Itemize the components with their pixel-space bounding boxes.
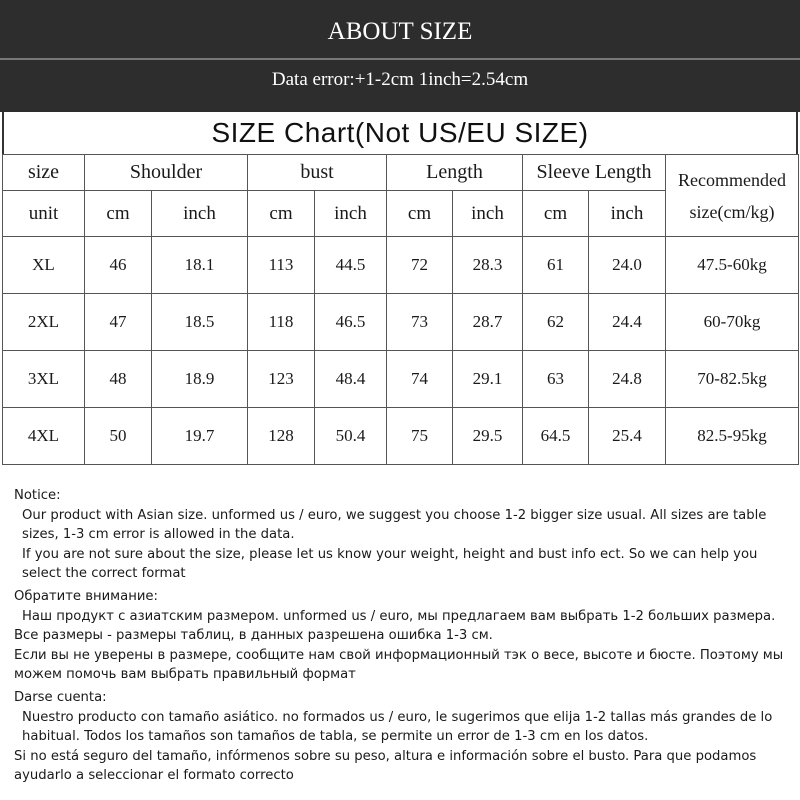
unit-cm: cm: [248, 191, 315, 237]
notice-paragraph-en: If you are not sure about the size, please let us know your weight, height and bust info ect. So we can help you select the correct format: [22, 546, 758, 582]
cell-bust-cm: 113: [248, 237, 315, 294]
header-divider: [0, 58, 800, 60]
table-header-row: [3, 155, 799, 191]
cell-sleeve-inch: 24.0: [589, 237, 666, 294]
cell-shoulder-inch: 18.5: [152, 294, 248, 351]
header-bust: bust: [248, 155, 387, 191]
header-title: ABOUT SIZE: [327, 18, 473, 45]
cell-bust-inch: 44.5: [315, 237, 387, 294]
size-chart: [2, 112, 798, 468]
cell-length-inch: 28.7: [453, 294, 523, 351]
cell-bust-cm: 118: [248, 294, 315, 351]
header-sleeve-length: Sleeve Length: [523, 155, 666, 191]
header-length: Length: [387, 155, 523, 191]
cell-length-cm: 74: [387, 351, 453, 408]
cell-length-cm: 72: [387, 237, 453, 294]
cell-length-inch: 29.5: [453, 408, 523, 465]
table-row: [3, 408, 799, 465]
cell-recommended: 60-70kg: [666, 294, 799, 351]
cell-sleeve-cm: 61: [523, 237, 589, 294]
cell-size: 4XL: [3, 408, 85, 465]
table-row: [3, 351, 799, 408]
notice-paragraph-es: Nuestro producto con tamaño asiático. no formados us / euro, le sugerimos que elija 1-2 tallas más grandes de lo habitual. Todos los tamaños son tamaños de tabla, se permite un error de 1-3 cm en los datos.: [22, 709, 773, 745]
cell-sleeve-inch: 24.4: [589, 294, 666, 351]
notice-paragraph-ru: Наш продукт с азиатским размером. unformed us / euro, мы предлагаем вам выбрать 1-2 больших размера.: [22, 608, 776, 624]
cell-size: 3XL: [3, 351, 85, 408]
cell-bust-inch: 50.4: [315, 408, 387, 465]
cell-shoulder-cm: 46: [85, 237, 152, 294]
header-recommended: Recommended size(cm/kg): [666, 155, 799, 237]
header-shoulder: Shoulder: [85, 155, 248, 191]
cell-sleeve-cm: 62: [523, 294, 589, 351]
cell-size: 2XL: [3, 294, 85, 351]
cell-length-inch: 28.3: [453, 237, 523, 294]
cell-recommended: 47.5-60kg: [666, 237, 799, 294]
cell-sleeve-inch: 25.4: [589, 408, 666, 465]
header-subtitle: Data error:+1-2cm 1inch=2.54cm: [271, 69, 529, 90]
header-bar: [0, 0, 800, 112]
unit-cm: cm: [85, 191, 152, 237]
notice-paragraph-ru: Все размеры - размеры таблиц, в данных разрешена ошибка 1-3 см.: [14, 628, 493, 644]
unit-cm: cm: [387, 191, 453, 237]
header-size: size: [3, 155, 85, 191]
cell-shoulder-cm: 47: [85, 294, 152, 351]
notice-paragraph-es: Si no está seguro del tamaño, infórmenos sobre su peso, altura e información sobre el busto. Para que podamos ayudarlo a seleccionar el formato correcto: [14, 748, 757, 784]
cell-recommended: 70-82.5kg: [666, 351, 799, 408]
cell-sleeve-inch: 24.8: [589, 351, 666, 408]
unit-inch: inch: [589, 191, 666, 237]
cell-shoulder-inch: 19.7: [152, 408, 248, 465]
cell-shoulder-cm: 50: [85, 408, 152, 465]
cell-shoulder-inch: 18.1: [152, 237, 248, 294]
cell-shoulder-inch: 18.9: [152, 351, 248, 408]
table-row: [3, 294, 799, 351]
table-row: [3, 237, 799, 294]
cell-recommended: 82.5-95kg: [666, 408, 799, 465]
chart-title: SIZE Chart(Not US/EU SIZE): [2, 112, 798, 154]
unit-inch: inch: [152, 191, 248, 237]
unit-cm: cm: [523, 191, 589, 237]
cell-shoulder-cm: 48: [85, 351, 152, 408]
cell-sleeve-cm: 63: [523, 351, 589, 408]
notice-heading-es: Darse cuenta:: [14, 689, 107, 705]
cell-size: XL: [3, 237, 85, 294]
unit-inch: inch: [315, 191, 387, 237]
cell-bust-cm: 128: [248, 408, 315, 465]
header-unit: unit: [3, 191, 85, 237]
notice-heading-ru: Обратите внимание:: [14, 588, 158, 604]
cell-bust-inch: 46.5: [315, 294, 387, 351]
cell-length-inch: 29.1: [453, 351, 523, 408]
cell-sleeve-cm: 64.5: [523, 408, 589, 465]
cell-length-cm: 73: [387, 294, 453, 351]
notice-heading-en: Notice:: [14, 488, 61, 503]
size-table: [2, 154, 799, 465]
unit-inch: inch: [453, 191, 523, 237]
notice-paragraph-en: Our product with Asian size. unformed us / euro, we suggest you choose 1-2 bigger size usual. All sizes are table sizes, 1-3 cm error is allowed in the data.: [22, 507, 767, 543]
cell-bust-cm: 123: [248, 351, 315, 408]
cell-bust-inch: 48.4: [315, 351, 387, 408]
cell-length-cm: 75: [387, 408, 453, 465]
notice-paragraph-ru: Если вы не уверены в размере, сообщите нам свой информационный тэк о весе, высоте и бюсте. Поэтому мы можем помочь вам выбрать правильный формат: [14, 647, 784, 683]
notes-section: [14, 486, 790, 786]
